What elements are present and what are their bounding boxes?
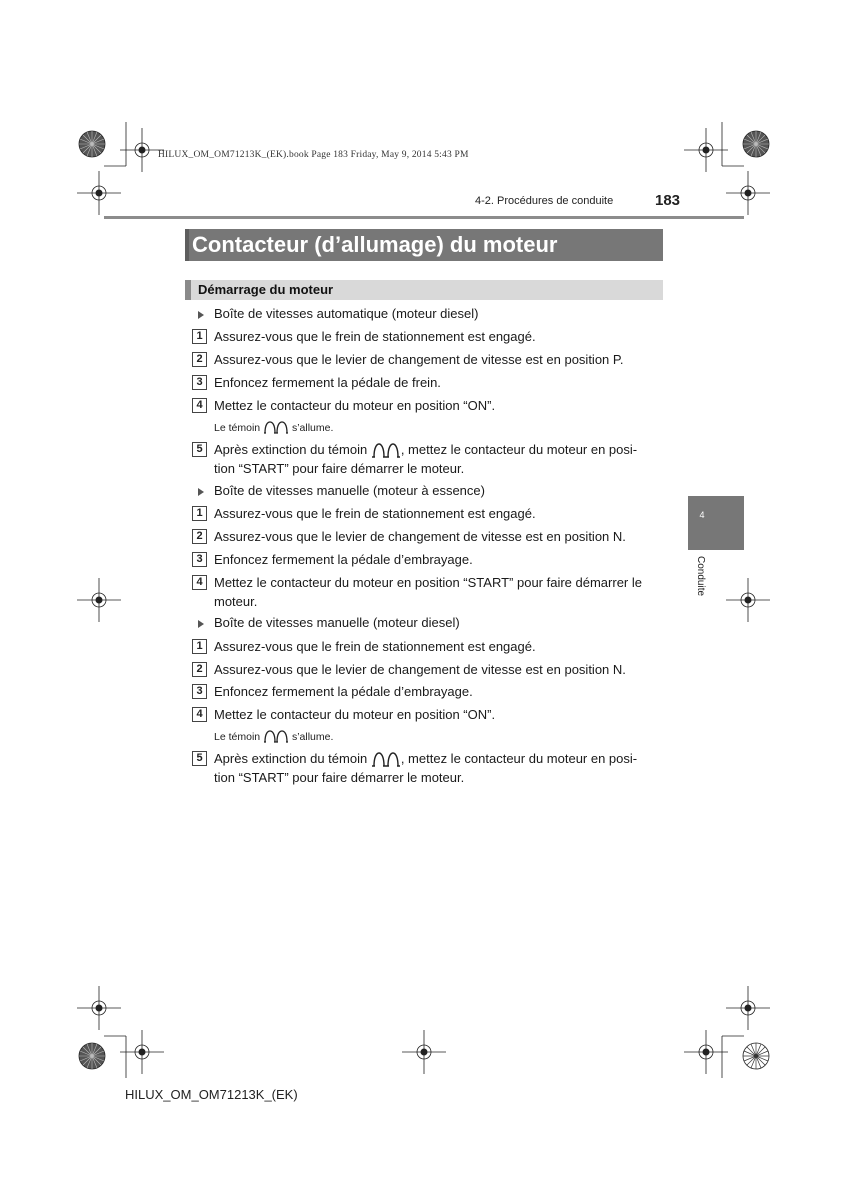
step-text-continued: tion “START” pour faire démarrer le moteur. — [214, 770, 465, 785]
chapter-number: 4 — [699, 510, 705, 520]
step-text: Assurez-vous que le levier de changement de vitesse est en position N. — [214, 662, 626, 677]
step-text: Enfoncez fermement la pédale d’embrayage. — [214, 684, 473, 699]
note-text: s’allume. — [291, 422, 334, 434]
step-text-part: Après extinction du témoin — [214, 751, 368, 766]
step-text: Assurez-vous que le levier de changement de vitesse est en position P. — [214, 352, 624, 367]
footer-code: HILUX_OM_OM71213K_(EK) — [125, 1087, 298, 1102]
step-text: Mettez le contacteur du moteur en position “ON”. — [214, 707, 496, 722]
step-text: Assurez-vous que le levier de changement de vitesse est en position N. — [214, 529, 626, 544]
step-number: 3 — [192, 684, 207, 699]
step-text-part: Après extinction du témoin — [214, 442, 368, 457]
step-text: Mettez le contacteur du moteur en position “START” pour faire démarrer le — [214, 575, 642, 590]
step-text: Assurez-vous que le frein de stationnement est engagé. — [214, 506, 536, 521]
step-text: Mettez le contacteur du moteur en position “ON”. — [214, 398, 496, 413]
step-number: 2 — [192, 352, 207, 367]
step-number: 5 — [192, 442, 207, 457]
step-number: 4 — [192, 707, 207, 722]
step-number: 3 — [192, 552, 207, 567]
note-text: Le témoin — [214, 731, 261, 743]
step-text-part: , mettez le contacteur du moteur en posi- — [400, 442, 638, 457]
group-heading: Boîte de vitesses automatique (moteur diesel) — [214, 306, 479, 321]
step-number: 4 — [192, 575, 207, 590]
step-text: Assurez-vous que le frein de stationnement est engagé. — [214, 639, 536, 654]
step-number: 5 — [192, 751, 207, 766]
step-number: 1 — [192, 506, 207, 521]
group-heading: Boîte de vitesses manuelle (moteur diesel) — [214, 615, 460, 630]
note-text: Le témoin — [214, 422, 261, 434]
step-text: Enfoncez fermement la pédale de frein. — [214, 375, 441, 390]
step-number: 2 — [192, 662, 207, 677]
subheading: Démarrage du moteur — [198, 282, 334, 297]
print-header: HILUX_OM_OM71213K_(EK).book Page 183 Friday, May 9, 2014 5:43 PM — [158, 150, 469, 160]
note-text: s’allume. — [291, 731, 334, 743]
step-text-part: , mettez le contacteur du moteur en posi- — [400, 751, 638, 766]
step-number: 4 — [192, 398, 207, 413]
section-label: 4-2. Procédures de conduite — [475, 195, 614, 207]
step-text: Enfoncez fermement la pédale d’embrayage. — [214, 552, 473, 567]
step-number: 2 — [192, 529, 207, 544]
step-text-continued: moteur. — [214, 594, 258, 609]
group-heading: Boîte de vitesses manuelle (moteur à essence) — [214, 483, 485, 498]
step-number: 1 — [192, 329, 207, 344]
page-number: 183 — [655, 192, 681, 209]
step-text-continued: tion “START” pour faire démarrer le moteur. — [214, 461, 465, 476]
chapter-label: Conduite — [695, 556, 706, 597]
step-number: 3 — [192, 375, 207, 390]
step-number: 1 — [192, 639, 207, 654]
step-text: Assurez-vous que le frein de stationnement est engagé. — [214, 329, 536, 344]
page-title: Contacteur (d’allumage) du moteur — [192, 232, 558, 257]
